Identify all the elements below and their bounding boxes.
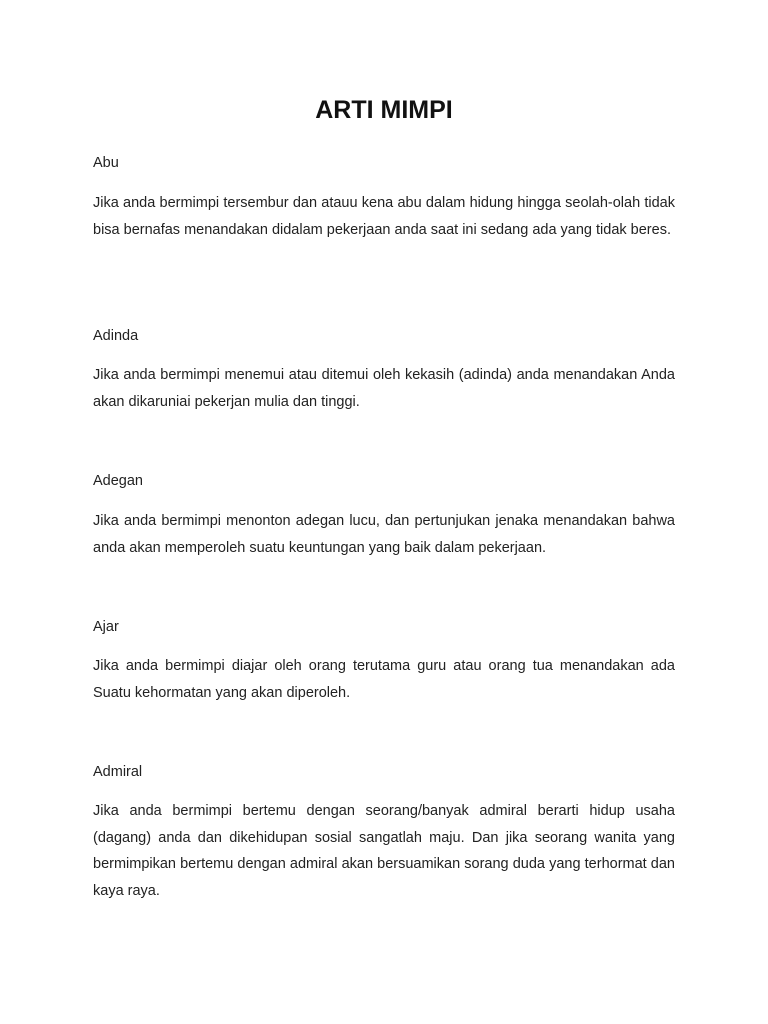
entry-term-admiral: Admiral: [93, 764, 143, 780]
entry-meaning-admiral: Jika anda bermimpi bertemu dengan seorang/banyak admiral berarti hidup usaha (dagang) anda dan dikehidupan sosial sangatlah maju. Dan jika seorang wanita yang bermimpikan bertemu dengan admiral akan bersuamikan sorang duda yang terhormat dan kaya raya.: [93, 803, 675, 900]
entry-term-adegan: Adegan: [93, 473, 143, 489]
entry-meaning-ajar: Jika anda bermimpi diajar oleh orang terutama guru atau orang tua menandakan ada Suatu kehormatan yang akan diperoleh.: [93, 658, 675, 701]
entry-term-abu: Abu: [93, 155, 119, 171]
document-title: ARTI MIMPI: [315, 96, 453, 124]
entry-meaning-adinda: Jika anda bermimpi menemui atau ditemui oleh kekasih (adinda) anda menandakan Anda akan dikaruniai pekerjan mulia dan tinggi.: [93, 367, 675, 410]
entry-meaning-abu: Jika anda bermimpi tersembur dan atauu kena abu dalam hidung hingga seolah-olah tidak bisa bernafas menandakan didalam pekerjaan anda saat ini sedang ada yang tidak beres.: [93, 195, 675, 238]
entry-term-ajar: Ajar: [93, 619, 119, 635]
entry-term-adinda: Adinda: [93, 328, 139, 344]
entry-meaning-adegan: Jika anda bermimpi menonton adegan lucu, dan pertunjukan jenaka menandakan bahwa anda akan memperoleh suatu keuntungan yang baik dalam pekerjaan.: [93, 513, 675, 556]
